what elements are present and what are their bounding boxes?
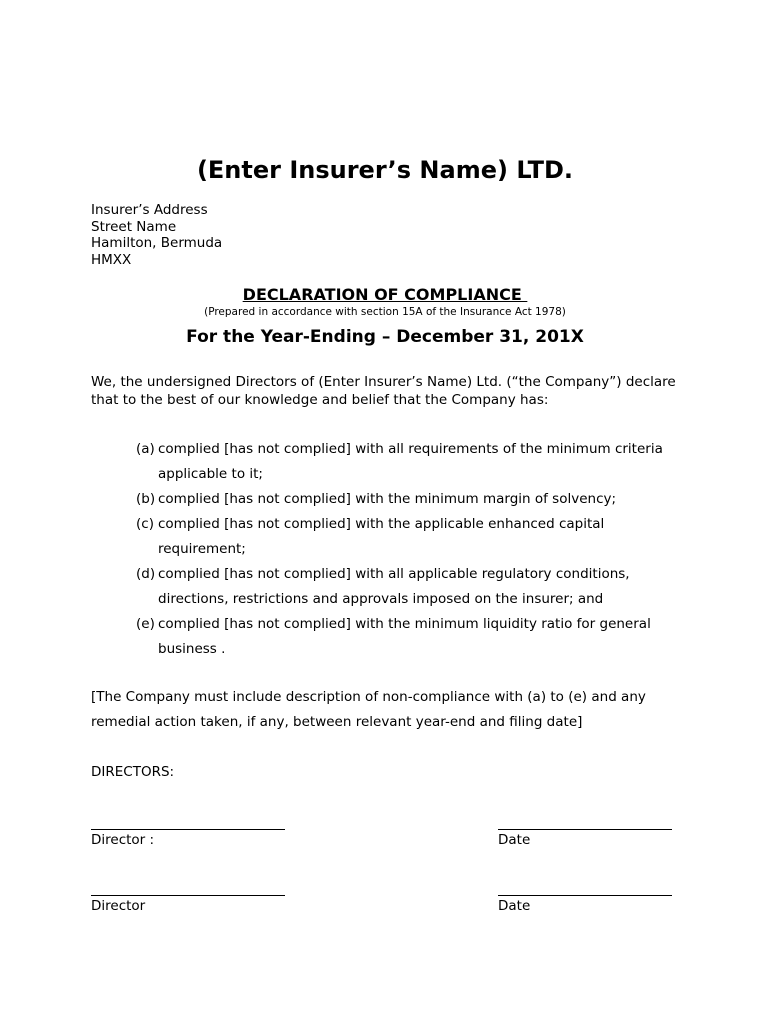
address-line: Street Name	[91, 218, 177, 235]
director-signature-block	[91, 815, 285, 848]
date-signature-block	[498, 815, 672, 848]
address-line: Insurer’s Address	[91, 202, 208, 218]
insurer-address-block	[91, 202, 222, 269]
date-label: Date	[498, 832, 531, 848]
list-item	[136, 487, 696, 512]
list-marker: (b)	[136, 491, 156, 507]
list-marker: (e)	[136, 616, 155, 632]
date-signature-block	[498, 881, 672, 914]
list-item	[136, 612, 696, 662]
list-item	[136, 562, 696, 612]
declaration-subheading: (Prepared in accordance with section 15A of the Insurance Act 1978)	[204, 306, 566, 318]
address-line: HMXX	[91, 252, 132, 269]
intro-paragraph: We, the undersigned Directors of (Enter Insurer’s Name) Ltd. (“the Company”) declare that to the best of our knowledge and belief that the Company has:	[91, 374, 676, 408]
list-item-text: complied [has not complied] with all applicable regulatory conditions, directions, restrictions and approvals imposed on the insurer; and	[158, 566, 630, 607]
list-marker: (d)	[136, 566, 156, 582]
list-item	[136, 512, 696, 562]
signature-line	[498, 881, 672, 896]
director-label: Director :	[91, 832, 155, 848]
compliance-list	[136, 437, 696, 662]
non-compliance-note: [The Company must include description of non-compliance with (a) to (e) and any remedial action taken, if any, between relevant year-end and filing date]	[91, 689, 646, 730]
signature-line	[498, 815, 672, 830]
directors-label: DIRECTORS:	[91, 764, 175, 780]
director-label: Director	[91, 898, 146, 914]
address-line: Hamilton, Bermuda	[91, 235, 223, 252]
list-item-text: complied [has not complied] with the applicable enhanced capital requirement;	[158, 516, 605, 557]
year-ending-heading: For the Year-Ending – December 31, 201X	[186, 327, 584, 347]
list-marker: (a)	[136, 441, 155, 457]
list-marker: (c)	[136, 516, 154, 532]
signature-line	[91, 881, 285, 896]
list-item-text: complied [has not complied] with all requirements of the minimum criteria applicable to it;	[158, 441, 663, 482]
date-label: Date	[498, 898, 531, 914]
list-item-text: complied [has not complied] with the minimum margin of solvency;	[158, 491, 617, 507]
signature-line	[91, 815, 285, 830]
list-item-text: complied [has not complied] with the minimum liquidity ratio for general business .	[158, 616, 651, 657]
list-item	[136, 437, 696, 487]
declaration-heading: DECLARATION OF COMPLIANCE	[242, 285, 528, 304]
director-signature-block	[91, 881, 285, 914]
document-title: (Enter Insurer’s Name) LTD.	[196, 156, 574, 184]
